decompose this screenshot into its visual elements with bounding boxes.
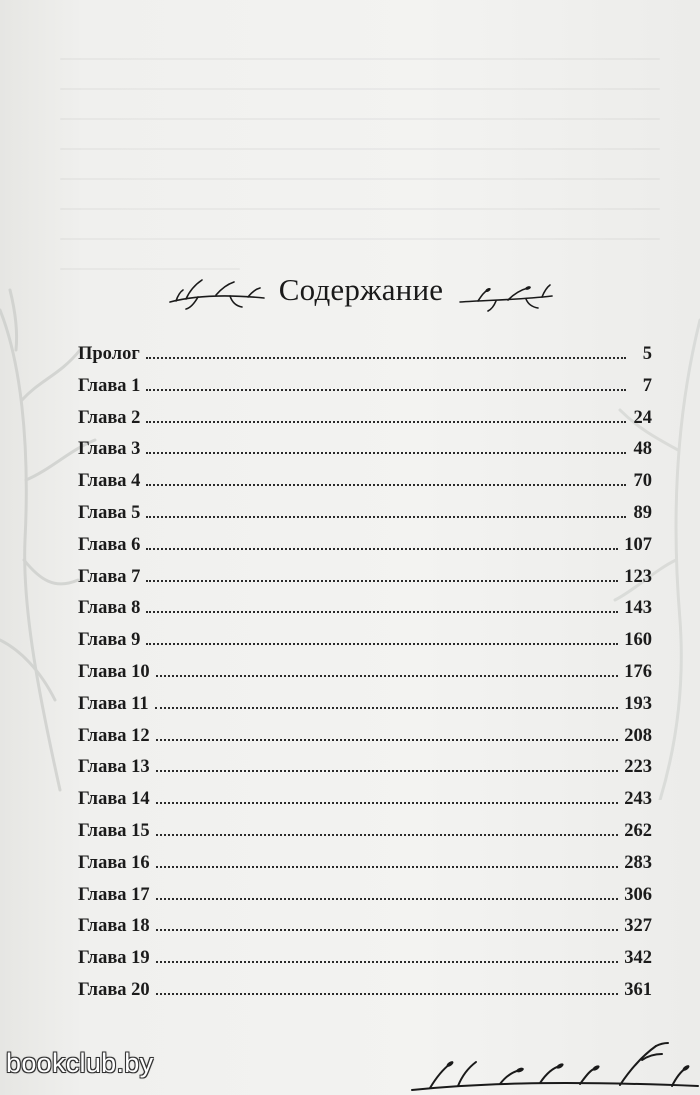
toc-entry-title: Глава 20 [78, 979, 150, 1000]
page-title: Содержание [278, 272, 444, 307]
toc-entry-page-number: 223 [624, 757, 652, 778]
toc-dot-leader [156, 738, 619, 741]
toc-entry-title: Глава 17 [78, 884, 150, 905]
table-of-contents [78, 344, 652, 1012]
toc-entry [78, 916, 652, 948]
toc-entry [78, 885, 652, 917]
site-watermark: bookclub.by [6, 1048, 154, 1078]
toc-entry [78, 471, 652, 503]
toc-dot-leader [146, 356, 626, 359]
toc-entry [78, 726, 652, 758]
toc-dot-leader [146, 515, 626, 518]
toc-entry [78, 853, 652, 885]
toc-entry-page-number: 5 [642, 344, 652, 364]
toc-dot-leader [146, 610, 618, 613]
toc-entry [78, 694, 652, 726]
toc-entry-title: Глава 2 [78, 407, 141, 428]
toc-entry-page-number: 342 [624, 948, 652, 969]
toc-entry [78, 598, 652, 630]
toc-entry [78, 439, 652, 471]
toc-entry [78, 662, 652, 694]
toc-entry-page-number: 208 [624, 725, 652, 746]
toc-entry-page-number: 361 [624, 979, 652, 1000]
toc-entry-page-number: 48 [633, 439, 652, 460]
toc-entry-page-number: 107 [624, 534, 652, 555]
toc-entry [78, 821, 652, 853]
toc-entry-page-number: 327 [624, 916, 652, 937]
toc-entry-page-number: 306 [624, 884, 652, 905]
right-branch-ornament [458, 278, 554, 312]
toc-dot-leader [146, 579, 618, 582]
toc-dot-leader [146, 547, 618, 550]
bottom-branch-ornament [410, 1040, 700, 1095]
toc-entry-title: Глава 1 [78, 375, 141, 396]
toc-dot-leader [146, 388, 626, 391]
toc-entry-title: Глава 8 [78, 598, 141, 619]
toc-entry-title: Глава 13 [78, 757, 150, 778]
toc-dot-leader [156, 897, 619, 900]
toc-dot-leader [156, 928, 619, 931]
toc-entry-title: Пролог [78, 344, 140, 364]
toc-entry-title: Глава 3 [78, 439, 141, 460]
toc-entry [78, 980, 652, 1012]
toc-entry-page-number: 123 [624, 566, 652, 587]
toc-dot-leader [146, 451, 626, 454]
toc-dot-leader [156, 801, 619, 804]
toc-entry [78, 630, 652, 662]
title-row [0, 268, 700, 318]
toc-entry [78, 789, 652, 821]
toc-entry [78, 948, 652, 980]
toc-dot-leader [155, 706, 619, 709]
toc-entry-page-number: 243 [624, 789, 652, 810]
toc-entry-page-number: 7 [642, 375, 652, 396]
toc-dot-leader [146, 642, 618, 645]
toc-dot-leader [146, 420, 626, 423]
toc-entry-title: Глава 5 [78, 502, 141, 523]
toc-entry-title: Глава 19 [78, 948, 150, 969]
toc-entry-page-number: 176 [624, 661, 652, 682]
toc-dot-leader [156, 833, 619, 836]
toc-dot-leader [156, 992, 619, 995]
toc-dot-leader [156, 960, 619, 963]
toc-entry-title: Глава 12 [78, 725, 150, 746]
toc-entry-page-number: 70 [633, 471, 652, 492]
toc-entry [78, 535, 652, 567]
toc-entry [78, 757, 652, 789]
toc-entry-page-number: 193 [624, 693, 652, 714]
toc-entry [78, 344, 652, 376]
toc-entry [78, 503, 652, 535]
toc-entry-title: Глава 18 [78, 916, 150, 937]
toc-dot-leader [156, 674, 619, 677]
toc-entry-page-number: 24 [633, 407, 652, 428]
toc-entry [78, 408, 652, 440]
toc-dot-leader [156, 769, 619, 772]
toc-entry-title: Глава 9 [78, 630, 141, 651]
toc-entry-title: Глава 14 [78, 789, 150, 810]
toc-entry-page-number: 89 [633, 502, 652, 523]
toc-entry-title: Глава 15 [78, 820, 150, 841]
toc-dot-leader [156, 865, 619, 868]
toc-entry-title: Глава 16 [78, 852, 150, 873]
toc-entry-page-number: 262 [624, 820, 652, 841]
toc-entry-title: Глава 6 [78, 534, 141, 555]
toc-dot-leader [146, 483, 626, 486]
toc-entry-page-number: 283 [624, 852, 652, 873]
toc-entry-title: Глава 11 [78, 693, 149, 714]
toc-entry [78, 567, 652, 599]
toc-entry-title: Глава 10 [78, 661, 150, 682]
toc-entry [78, 376, 652, 408]
toc-entry-title: Глава 4 [78, 471, 141, 492]
toc-entry-title: Глава 7 [78, 566, 141, 587]
left-branch-ornament [168, 276, 268, 310]
toc-entry-page-number: 143 [624, 598, 652, 619]
toc-entry-page-number: 160 [624, 630, 652, 651]
